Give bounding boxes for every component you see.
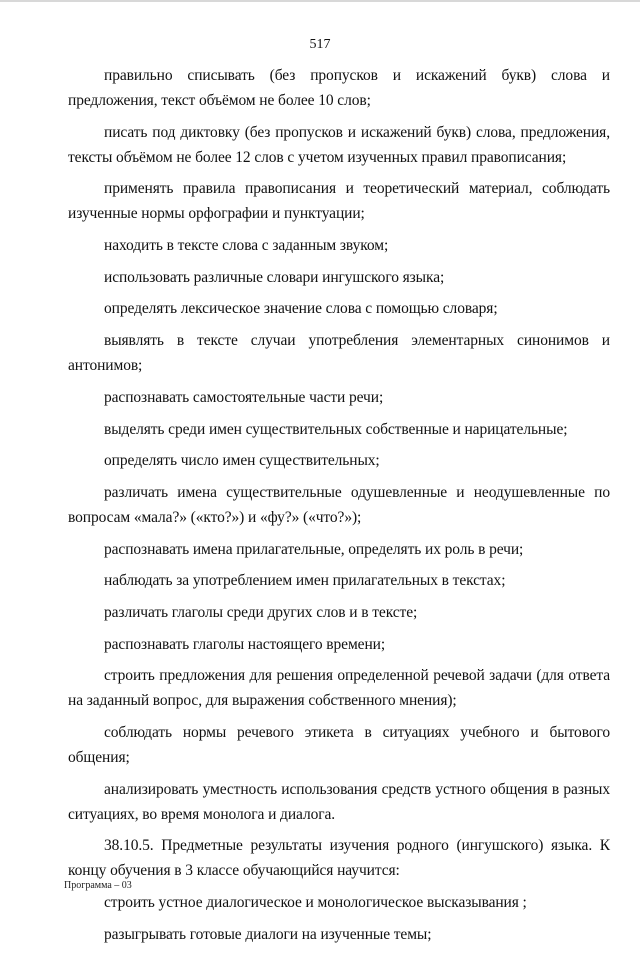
paragraph: находить в тексте слова с заданным звуком;: [104, 237, 389, 255]
paragraph: использовать различные словари ингушского языка;: [104, 268, 445, 286]
paragraph: определять лексическое значение слова с помощью словаря;: [104, 300, 498, 318]
paragraph: писать под диктовку (без пропусков и искажений букв) слова, предложения, тексты объёмом не более 12 слов с учетом изученных правил правописания;: [68, 123, 610, 166]
paragraph: выявлять в тексте случаи употребления элементарных синонимов и антонимов;: [68, 332, 610, 375]
paragraph: применять правила правописания и теоретический материал, соблюдать изученные нормы орфографии и пунктуации;: [68, 180, 610, 223]
paragraph: анализировать уместность использования средств устного общения в разных ситуациях, во время монолога и диалога.: [68, 780, 610, 823]
paragraph: разыгрывать готовые диалоги на изученные темы;: [104, 925, 432, 943]
paragraph: распознавать глаголы настоящего времени;: [104, 635, 386, 653]
paragraph: определять число имен существительных;: [104, 452, 380, 470]
paragraph: соблюдать нормы речевого этикета в ситуациях учебного и бытового общения;: [68, 724, 610, 766]
paragraph: распознавать самостоятельные части речи;: [104, 388, 384, 406]
paragraph: правильно списывать (без пропусков и искажений букв) слова и предложения, текст объёмом не более 10 слов;: [68, 67, 610, 109]
paragraph: строить предложения для решения определенной речевой задачи (для ответа на заданный вопрос, для выражения собственного мнения);: [68, 667, 610, 710]
page-top-edge: [0, 0, 640, 2]
section-paragraph: 38.10.5. Предметные результаты изучения родного (ингушского) языка. К концу обучения в 3 классе обучающийся научится:: [68, 837, 610, 880]
page-footer: Программа – 03: [64, 880, 132, 891]
page-number: 517: [309, 37, 331, 52]
page-body: [68, 63, 610, 953]
paragraph: строить устное диалогическое и монологическое высказывания ;: [104, 894, 527, 912]
paragraph: выделять среди имен существительных собственные и нарицательные;: [104, 420, 568, 438]
paragraph: различать глаголы среди других слов и в тексте;: [104, 603, 418, 621]
paragraph: распознавать имена прилагательные, определять их роль в речи;: [104, 540, 524, 558]
paragraph: различать имена существительные одушевленные и неодушевленные по вопросам «мала?» («кто?») и «фу?» («что?»);: [68, 483, 610, 526]
paragraph: наблюдать за употреблением имен прилагательных в текстах;: [104, 572, 506, 590]
